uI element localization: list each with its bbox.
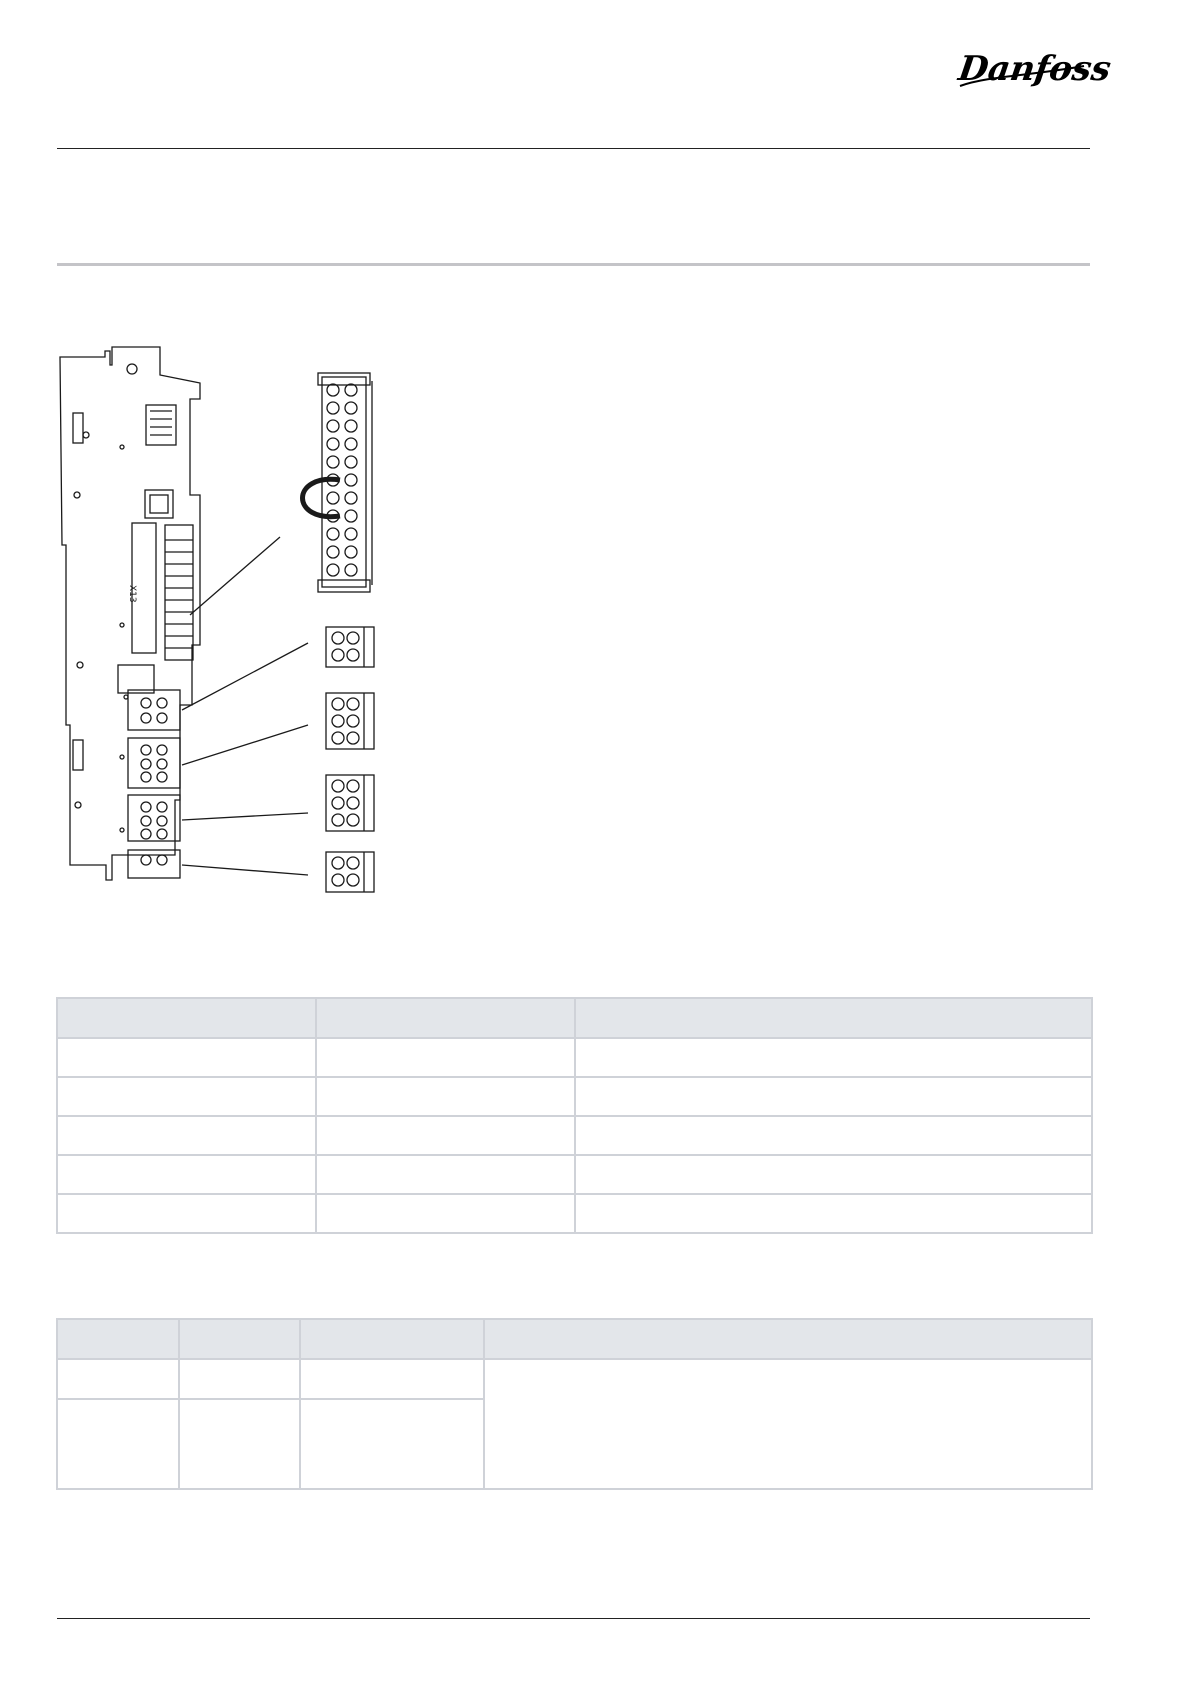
table-cell	[575, 1116, 1092, 1155]
table-header-cell	[484, 1319, 1092, 1359]
table-cell-merged	[484, 1359, 1092, 1489]
table-header-row	[57, 1319, 1092, 1359]
table-1	[56, 997, 1093, 1234]
terminal-plug-2-pin-icon	[326, 852, 374, 892]
table-cell	[57, 1155, 316, 1194]
terminal-plug-3-pin-icon	[326, 693, 374, 749]
table-cell	[179, 1359, 300, 1399]
table-row	[57, 1155, 1092, 1194]
table-header-cell	[179, 1319, 300, 1359]
table-cell	[300, 1399, 484, 1489]
table-cell	[316, 1155, 575, 1194]
table-row	[57, 1038, 1092, 1077]
table-cell	[57, 1194, 316, 1233]
leader-line	[182, 813, 308, 820]
table-row	[57, 1116, 1092, 1155]
table-cell	[575, 1155, 1092, 1194]
table-cell	[316, 1116, 575, 1155]
terminal-plug-3-pin-icon	[326, 775, 374, 831]
leader-line	[190, 537, 280, 615]
svg-text:Danfoss: Danfoss	[955, 49, 1114, 89]
terminal-plug-2-pin-icon	[326, 627, 374, 667]
table-cell	[57, 1077, 316, 1116]
table-row	[57, 1359, 1092, 1399]
table-cell	[57, 1038, 316, 1077]
terminal-block-20-pin-icon	[318, 373, 372, 592]
table-cell	[300, 1359, 484, 1399]
table-cell	[316, 1194, 575, 1233]
table-cell	[575, 1077, 1092, 1116]
table-row	[57, 1077, 1092, 1116]
leader-line	[182, 725, 308, 765]
table-header-cell	[300, 1319, 484, 1359]
leader-line	[182, 643, 308, 710]
header-rule	[57, 148, 1090, 149]
control-terminal-illustration	[50, 345, 450, 875]
footer-rule	[57, 1618, 1090, 1619]
board-terminal-rows	[165, 540, 193, 648]
danfoss-logo	[955, 46, 1114, 94]
table-header-cell	[575, 998, 1092, 1038]
table-row	[57, 1194, 1092, 1233]
table-cell	[179, 1399, 300, 1489]
table-cell	[57, 1116, 316, 1155]
control-board-icon	[60, 347, 200, 880]
section-divider	[57, 263, 1090, 266]
table-header-cell	[57, 1319, 179, 1359]
table-cell	[57, 1359, 179, 1399]
table-cell	[57, 1399, 179, 1489]
table-header-row	[57, 998, 1092, 1038]
jumper-wire-icon	[303, 479, 341, 516]
leader-line	[182, 865, 308, 875]
board-label: X13	[127, 585, 137, 603]
table-cell	[316, 1038, 575, 1077]
table-cell	[316, 1077, 575, 1116]
table-2	[56, 1318, 1093, 1490]
table-cell	[575, 1038, 1092, 1077]
table-header-cell	[316, 998, 575, 1038]
table-header-cell	[57, 998, 316, 1038]
table-cell	[575, 1194, 1092, 1233]
